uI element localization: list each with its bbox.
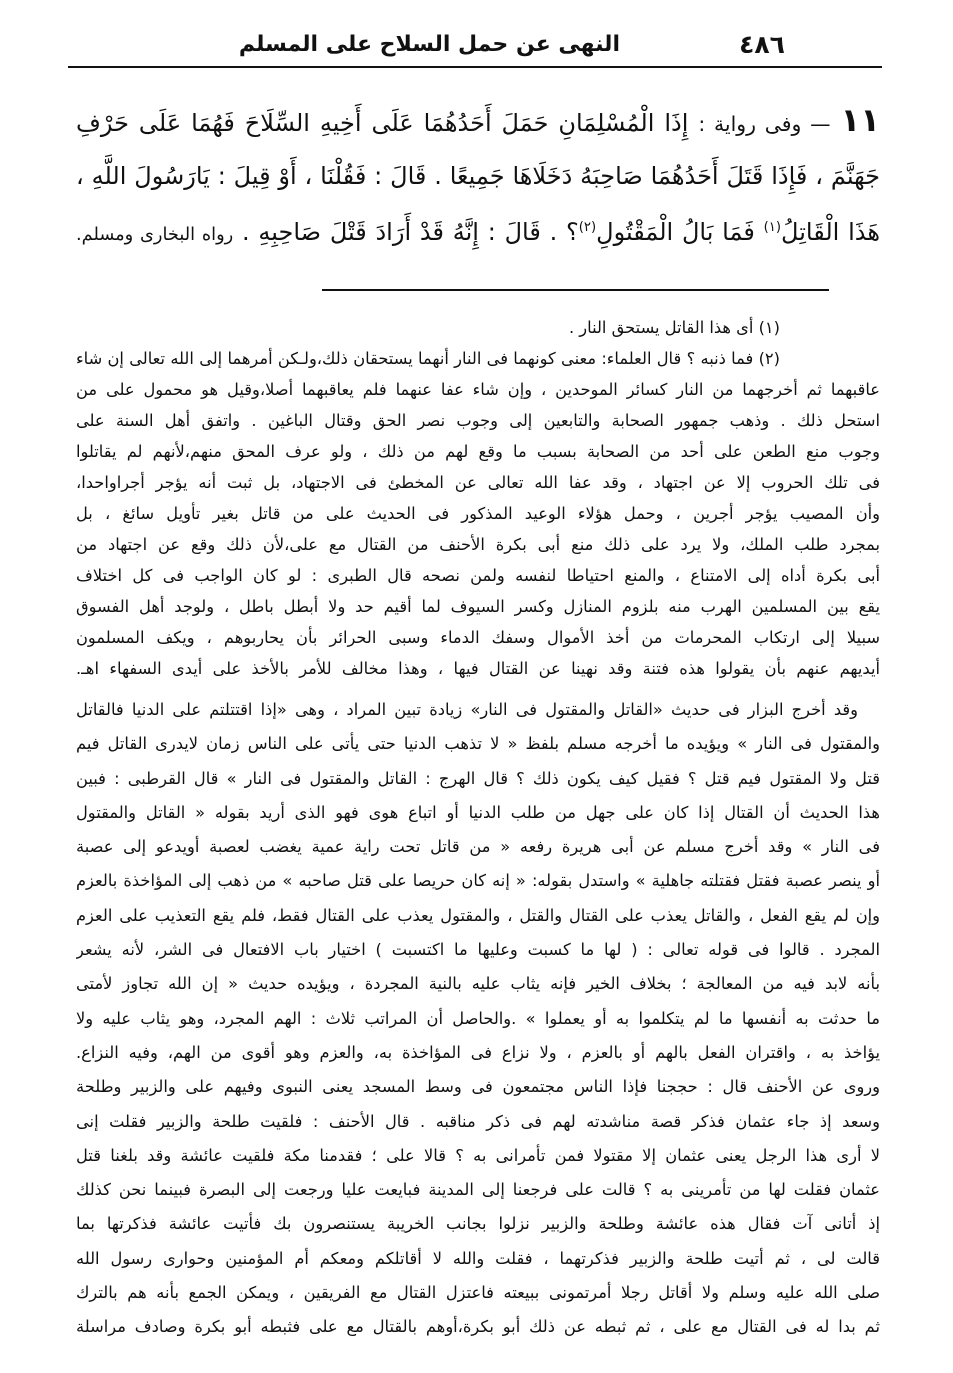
hadith-line-1-text: إِذَا الْمُسْلِمَانِ حَمَلَ أَحَدُهُمَا عَلَى أَخِيهِ السِّلَاحَ فَهُمَا عَلَى حَرْفِ bbox=[76, 109, 689, 137]
commentary-line bbox=[76, 1002, 880, 1036]
commentary-text: قالت لى ، ثم أتيت طلحة والزبير فذكرتهما ، فقلت والله لا أقاتلكم ومعكم أم المؤمنين وحوارى رسول الله bbox=[76, 1248, 880, 1268]
hadith-line-3-seg-3: ؟ . قَالَ : إِنَّهُ قَدْ أَرَادَ قَتْلَ صَاحِبِهِ . bbox=[242, 218, 579, 246]
commentary-paragraph bbox=[76, 693, 880, 1345]
footnote-2-line bbox=[76, 405, 880, 436]
hadith-line-2-text: جَهَنَّمَ ، فَإِذَا قَتَلَ أَحَدُهُمَا صَاحِبَهُ دَخَلَاهَا جَمِيعًا . قَالَ : فَقُلْنَا ، أَوْ قِيلَ : يَارَسُولَ اللَّهِ ، bbox=[76, 162, 880, 190]
hadith-line-2 bbox=[76, 148, 880, 204]
commentary-line bbox=[76, 762, 880, 796]
commentary-text: صلى الله عليه وسلم ولا أقاتل رجلا أمرتمونى ببيعته فاعتزل القتال مع الفريقين ، ويمكن الجمع بأنه هم بالترك bbox=[76, 1283, 880, 1303]
footnotes bbox=[76, 312, 880, 684]
footnote-text: وأن المصيب يؤجر أجرين ، وحمل هؤلاء الوعيد المذكور فى الحديث على من قاتل بغير تأويل سائغ ، بل bbox=[76, 504, 880, 523]
footnote-2-line bbox=[76, 467, 880, 498]
commentary-line bbox=[76, 1105, 880, 1139]
footnote-2-line bbox=[76, 560, 880, 591]
footnote-text: فى تلك الحروب إلا عن اجتهاد ، وقد عفا الله تعالى عن المخطئ فى الاجتهاد، بل ثبت أنه يؤجر أجراواحدا، bbox=[76, 473, 880, 492]
commentary-text: أو ينصر عصبة فقتل فقتلته جاهلية » واستدل بقوله: « إنه كان حريصا على قتل صاحبه » من ذهب إلى المؤاخذة بالعزم bbox=[76, 871, 880, 891]
hadith-line-1 bbox=[76, 92, 880, 148]
footnote-text: وجوب منع الطعن على أحد من الصحابة بسبب ما وقع لهم من ذلك ، ولو عرف المحق منهم،لأنهم لم يقاتلوا bbox=[76, 442, 880, 461]
commentary-text: إذ أتانى آت فقال هذه عائشة وطلحة والزبير نزلوا بجانب الخريبة يستنصرون بك فأتيت عائشة فذكرتها بما bbox=[76, 1214, 880, 1234]
footnote-text: فما ذنبه ؟ قال العلماء: معنى كونهما فى النار أنهما يستحقان ذلك،ولـكن أمرهما إلى الله تعالى إن شاء bbox=[76, 349, 754, 368]
footnote-ref-1: (١) bbox=[763, 220, 782, 235]
hadith-source: رواه البخارى ومسلم. bbox=[76, 225, 234, 245]
commentary-line bbox=[76, 864, 880, 898]
commentary-text: ثم بدا له فى القتال مع على ، ثم ثبطه عن ذلك أبو بكرة،أوهم بالقتال مع على فثبطه أبو بكرة وصادف مراسلة bbox=[76, 1317, 880, 1337]
commentary-line bbox=[76, 830, 880, 864]
commentary-text: عثمان فقلت لها من تأمرينى به ؟ قالت على فرجعنا إلى المدينة فبايعت عليا ورجعت إلى البصرة فبينما نحن كذلك bbox=[76, 1180, 880, 1200]
commentary-line bbox=[76, 1276, 880, 1310]
footnote-2-line bbox=[76, 622, 880, 653]
footnote-marker: (١) bbox=[758, 318, 780, 337]
footnote-text: أبى بكرة أداه إلى الامتناع ، والمنع احتياطا لنفسه ولمن نصحه قال الطبرى : لو كان الواجب فى كل اختلاف bbox=[76, 566, 880, 585]
commentary-line bbox=[76, 1310, 880, 1344]
commentary-text: وسعد إذ جاء عثمان فذكر قصة مناشدته لهم فى ذكر مناقبه . قال الأحنف : فلقيت طلحة والزبير فقلت إنى bbox=[76, 1111, 880, 1131]
footnote-text: أى هذا القاتل يستحق النار . bbox=[568, 318, 754, 337]
footnote-text: عاقبهما ثم أخرجهما من النار كسائر الموحدين ، وإن شاء عفا عنهما فلم يعاقبهما أصلا،وقيل هو محمول على من bbox=[76, 380, 880, 399]
commentary-line bbox=[76, 967, 880, 1001]
footnote-text: أيديهم عنهم بأن يقولوا هذه فتنة وقد نهينا عن القتال فيها ، وهذا مخالف للأمر بالأخذ على أيدى السفهاء اهـ. bbox=[76, 659, 880, 678]
commentary-text: وروى عن الأحنف قال : حججنا فإذا الناس مجتمعون فى وسط المسجد يعنى النبوى وفيهم على والزبير وطلحة bbox=[76, 1077, 880, 1097]
commentary-line bbox=[76, 727, 880, 761]
commentary-line bbox=[76, 693, 880, 727]
commentary-text: المجرد . قالوا فى قوله تعالى : ( لها ما كسبت وعليها ما اكتسبت ) اختيار باب الافتعال فى الشر، لأنه يشعر bbox=[76, 940, 880, 960]
hadith-text bbox=[76, 92, 880, 260]
footnote-2-line bbox=[76, 498, 880, 529]
commentary-line bbox=[76, 1242, 880, 1276]
footnote-2-line bbox=[76, 591, 880, 622]
page-number: ٤٨٦ bbox=[739, 30, 785, 59]
footnote-separator bbox=[322, 289, 829, 291]
footnote-marker: (٢) bbox=[758, 349, 780, 368]
commentary-line bbox=[76, 933, 880, 967]
footnote-2-line bbox=[76, 374, 880, 405]
commentary-text: بأنه لابد فيه من المعالجة ؛ بخلاف الخير فإنه يثاب عليه بالنية المجردة ، ويؤيده حديث « إن الله تجاوز لأمتى bbox=[76, 974, 880, 994]
hadith-line-3-seg-1: هَذَا الْقَاتِلُ bbox=[781, 218, 880, 246]
commentary-text: ما حدثت به أنفسها ما لم يتكلموا به أو يعملوا » .والحاصل أن المراتب ثلاث : الهم المجرد، وهو يثاب عليه ولا bbox=[76, 1008, 880, 1028]
commentary-line bbox=[76, 1173, 880, 1207]
footnote-text: استحل ذلك . وذهب جمهور الصحابة والتابعين إلى وجوب نصر الحق وقتال الباغين . واتفق أهل السنة على bbox=[76, 411, 880, 430]
footnote-text: يقع بين المسلمين الهرب منه بلزوم المنازل وكسر السيوف لما أقيم حد ولا أبطل باطل ، ولوجد أهل الفسوق bbox=[76, 597, 880, 616]
commentary-line bbox=[76, 899, 880, 933]
commentary-text: هذا الحديث أن القتال إذا كان على جهل من طلب الدنيا أو اتباع هوى فهو الذى أريد بقوله « القاتل والمقتول bbox=[76, 802, 880, 822]
hadith-line-3-seg-2: فَمَا بَالُ الْمَقْتُولِ bbox=[596, 218, 755, 246]
header-rule bbox=[68, 66, 882, 68]
commentary-text: يؤاخذ به ، واقتران الفعل بالهم أو بالعزم ، ولا نزاع فى المؤاخذة به، والعزم وهو أقوى من الهم، وفيه النزاع. bbox=[76, 1042, 880, 1062]
footnote-text: بمجرد طلب الملك، ولا يرد على ذلك منع أبى بكرة الأحنف من القتال مع على،لأن ذلك وقع عن اجتهاد من bbox=[76, 535, 880, 554]
commentary-text: قتل ولا المقتول فيم قتل ؟ فقيل كيف يكون ذلك ؟ قال الهرج : القاتل والمقتول فى النار » قال القرطبى : فبين bbox=[76, 768, 880, 788]
commentary-line bbox=[76, 1036, 880, 1070]
commentary-line bbox=[76, 1139, 880, 1173]
commentary-line bbox=[76, 1070, 880, 1104]
commentary-text: وقد أخرج البزار فى حديث «القاتل والمقتول فى النار» زيادة تبين المراد ، وهى «إذا اقتتلتم على الدنيا فالقاتل bbox=[76, 700, 858, 719]
hadith-number: ١١ bbox=[840, 101, 880, 139]
commentary-line bbox=[76, 1207, 880, 1241]
footnote-2-line bbox=[76, 653, 880, 684]
footnote-text: سبيلا إلى ارتكاب المحرمات من أخذ الأموال وسفك الدماء وسبى الحرائر بأن يحاربوهم ، ويكف المسلمون bbox=[76, 628, 880, 647]
commentary-line bbox=[76, 796, 880, 830]
footnote-2-line bbox=[76, 529, 880, 560]
footnote-ref-2: (٢) bbox=[578, 220, 597, 235]
commentary-text: وإن لم يقع الفعل ، والقاتل يعذب على القتال والقتل ، والمقتول يعذب على القتال فقط، فلم يقع التعذيب على العزم bbox=[76, 905, 880, 925]
hadith-intro: — وفى رواية : bbox=[698, 112, 831, 136]
commentary-text: فى النار » وقد أخرج مسلم عن أبى هريرة رفعه « من قاتل تحت راية عمية يغضب لعصبة أويدعو إلى عصبة bbox=[76, 837, 880, 857]
running-title: النهى عن حمل السلاح على المسلم bbox=[238, 32, 620, 57]
footnote-2-line bbox=[76, 436, 880, 467]
footnote-2-line bbox=[76, 343, 880, 374]
commentary-text: لا أرى هذا الرجل يعنى عثمان إلا مقتولا فمن تأمرانى به ؟ قالا على ؛ فقدمنا مكة فلقيت عائشة وقد بلغنا قتل bbox=[76, 1145, 880, 1165]
commentary-text: والمقتول فى النار » ويؤيده ما أخرجه مسلم بلفظ « لا تذهب الدنيا حتى يأتى على الناس زمان لايدرى القاتل فيم bbox=[76, 734, 880, 754]
footnote-1-line bbox=[76, 312, 880, 343]
hadith-line-3 bbox=[76, 204, 880, 260]
